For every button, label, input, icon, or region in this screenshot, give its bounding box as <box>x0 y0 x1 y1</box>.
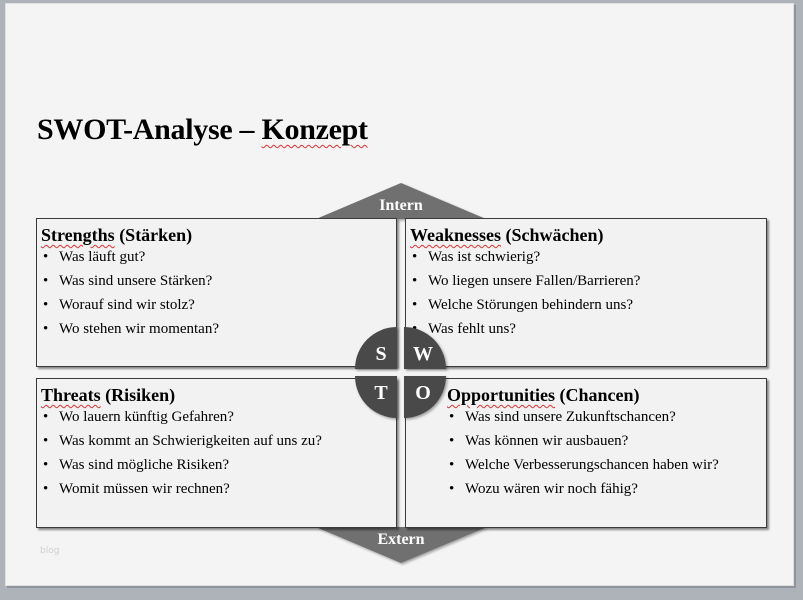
list-item: • Worauf sind wir stolz? <box>41 293 392 317</box>
letter-t: T <box>374 382 388 404</box>
list-item: • Was ist schwierig? <box>410 245 762 269</box>
strengths-heading: Strengths (Stärken) <box>41 225 193 245</box>
list-item: • Was kommt an Schwierigkeiten auf uns zu? <box>41 429 392 453</box>
list-item: • Wo liegen unsere Fallen/Barrieren? <box>410 269 762 293</box>
letter-w: W <box>413 343 433 365</box>
extern-label: Extern <box>377 531 425 548</box>
list-item: • Was sind mögliche Risiken? <box>41 453 392 477</box>
list-item: • Was fehlt uns? <box>410 317 762 341</box>
threats-heading: Threats (Risiken) <box>41 385 176 405</box>
list-item: • Was sind unsere Zukunftschancen? <box>447 405 762 429</box>
list-item: • Welche Verbesserungschancen haben wir? <box>447 453 762 477</box>
watermark: blog <box>40 546 60 556</box>
intern-label: Intern <box>379 197 423 214</box>
letter-o: O <box>415 382 431 404</box>
list-item: • Wo lauern künftig Gefahren? <box>41 405 392 429</box>
letter-s: S <box>375 343 387 365</box>
list-item: • Wo stehen wir momentan? <box>41 317 392 341</box>
list-item: • Was sind unsere Stärken? <box>41 269 392 293</box>
title-keyword: Konzept <box>261 113 368 146</box>
weaknesses-heading: Weaknesses (Schwächen) <box>410 225 604 245</box>
list-item: • Was läuft gut? <box>41 245 392 269</box>
list-item: • Welche Störungen behindern uns? <box>410 293 762 317</box>
list-item: • Was können wir ausbauen? <box>447 429 762 453</box>
opportunities-heading: Opportunities (Chancen) <box>447 385 640 405</box>
list-item: • Wozu wären wir noch fähig? <box>447 477 762 501</box>
list-item: • Womit müssen wir rechnen? <box>41 477 392 501</box>
title-text: SWOT-Analyse – <box>37 113 262 146</box>
